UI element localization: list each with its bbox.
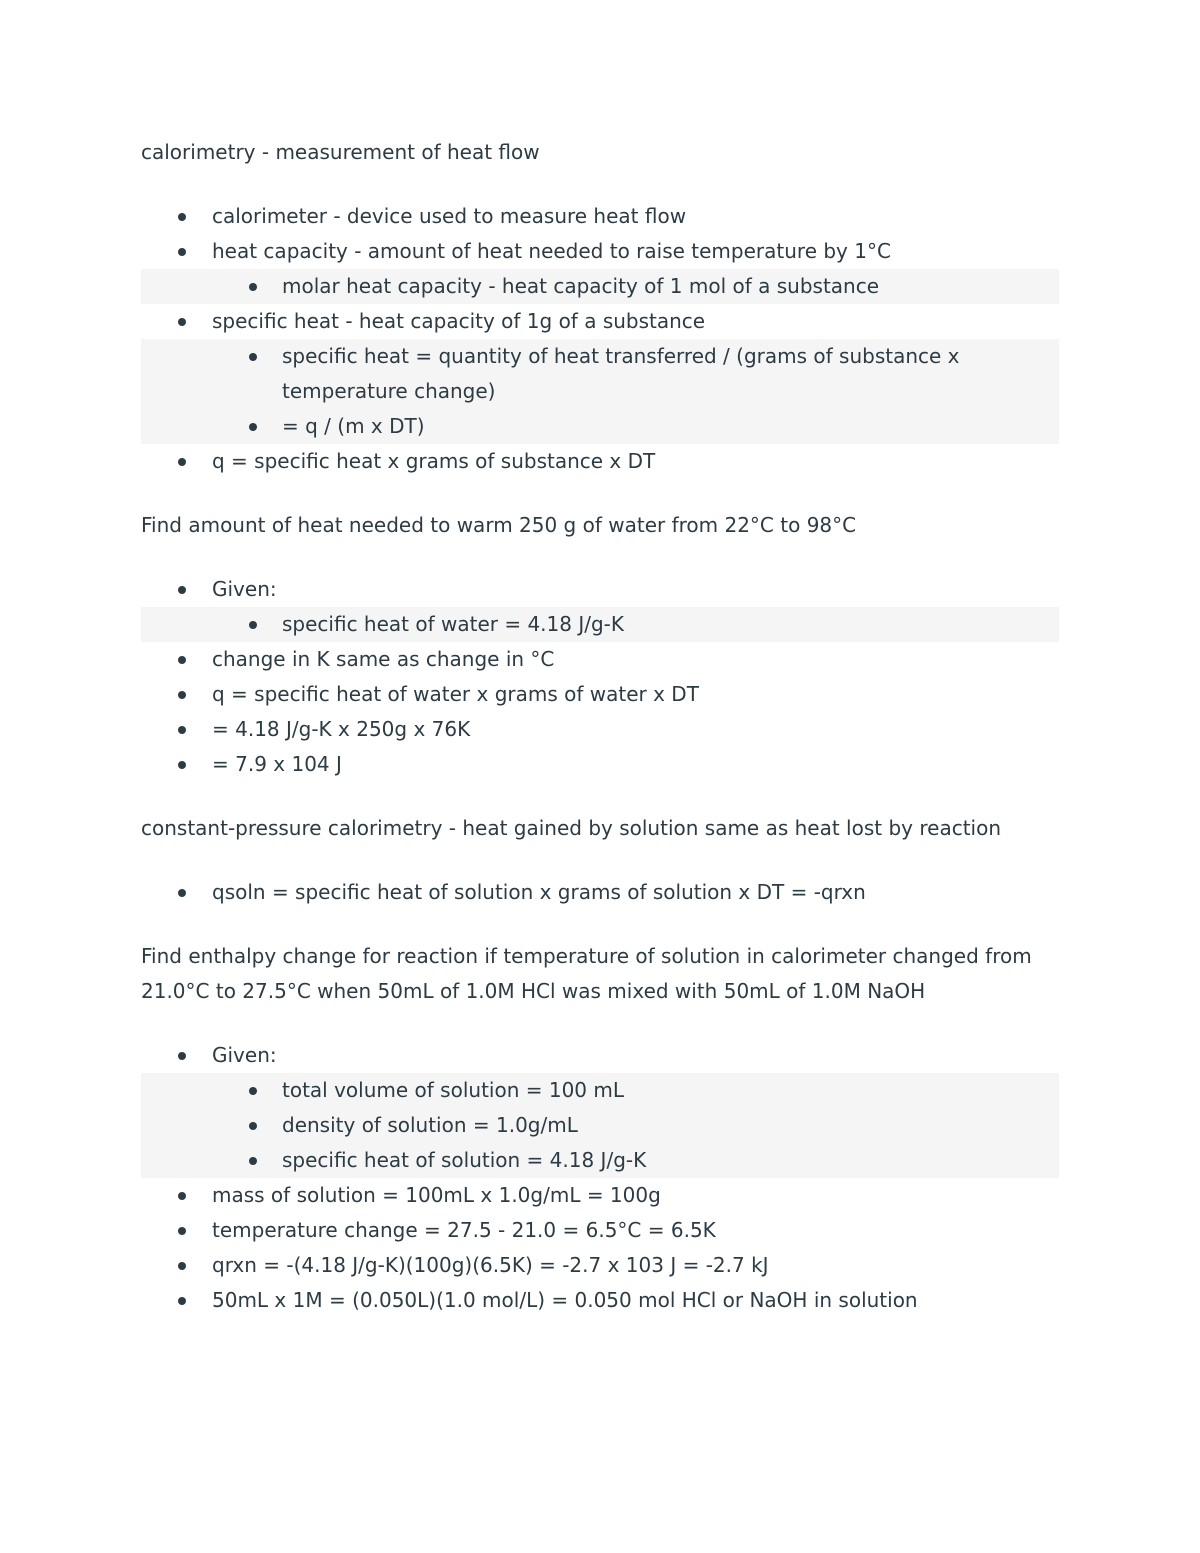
bullet-icon <box>178 889 186 897</box>
heading-constant-pressure: constant-pressure calorimetry - heat gained by solution same as heat lost by reaction <box>141 816 1002 840</box>
list-item: qsoln = specific heat of solution x grams of solution x DT = -qrxn <box>141 875 1059 910</box>
bullet-icon <box>178 726 186 734</box>
problem-enthalpy: Find enthalpy change for reaction if temperature of solution in calorimeter changed from 21.0°C to 27.5°C when 50mL of 1.0M HCl was mixed with 50mL of 1.0M NaOH <box>141 944 1032 1003</box>
list-item: = 7.9 x 104 J <box>141 747 1059 782</box>
bullet-icon <box>249 283 257 291</box>
sublist <box>141 1073 1059 1178</box>
list-item: = 4.18 J/g-K x 250g x 76K <box>141 712 1059 747</box>
problem-warm-water: Find amount of heat needed to warm 250 g of water from 22°C to 98°C <box>141 513 857 537</box>
bullet-icon <box>178 1052 186 1060</box>
sublist-item: molar heat capacity - heat capacity of 1 mol of a substance <box>282 269 1059 304</box>
list-item: temperature change = 27.5 - 21.0 = 6.5°C = 6.5K <box>141 1213 1059 1248</box>
bullet-icon <box>178 691 186 699</box>
bullet-icon <box>178 1192 186 1200</box>
list-qsoln <box>141 875 1059 910</box>
sublist-item: specific heat of solution = 4.18 J/g-K <box>282 1143 1059 1178</box>
list-item: q = specific heat x grams of substance x DT <box>141 444 1059 479</box>
list-item: 50mL x 1M = (0.050L)(1.0 mol/L) = 0.050 mol HCl or NaOH in solution <box>141 1283 1059 1318</box>
bullet-icon <box>178 318 186 326</box>
list-water-solution <box>141 572 1059 782</box>
sublist-item: specific heat = quantity of heat transferred / (grams of substance x temperature change) <box>282 339 1059 409</box>
list-item: specific heat - heat capacity of 1g of a substance specific heat = quantity of heat transferred / (grams of substance x temperature change) = q / (m x DT) <box>141 304 1059 444</box>
bullet-icon <box>178 1262 186 1270</box>
bullet-icon <box>249 1122 257 1130</box>
list-enthalpy-solution <box>141 1038 1059 1318</box>
bullet-icon <box>178 1297 186 1305</box>
bullet-icon <box>178 248 186 256</box>
bullet-icon <box>249 621 257 629</box>
list-item: change in K same as change in °C <box>141 642 1059 677</box>
sublist-item: density of solution = 1.0g/mL <box>282 1108 1059 1143</box>
list-item: Given: total volume of solution = 100 mL density of solution = 1.0g/mL specific heat of solution = 4.18 J/g-K <box>141 1038 1059 1178</box>
bullet-icon <box>249 1157 257 1165</box>
bullet-icon <box>249 353 257 361</box>
list-item: mass of solution = 100mL x 1.0g/mL = 100g <box>141 1178 1059 1213</box>
bullet-icon <box>178 656 186 664</box>
bullet-icon <box>178 213 186 221</box>
document-body <box>141 135 1059 1318</box>
list-calorimetry-terms <box>141 199 1059 479</box>
sublist-item: specific heat of water = 4.18 J/g-K <box>282 607 1059 642</box>
sublist <box>141 269 1059 304</box>
sublist <box>141 339 1059 444</box>
sublist <box>141 607 1059 642</box>
bullet-icon <box>249 1087 257 1095</box>
list-item: qrxn = -(4.18 J/g-K)(100g)(6.5K) = -2.7 x 103 J = -2.7 kJ <box>141 1248 1059 1283</box>
sublist-item: = q / (m x DT) <box>282 409 1059 444</box>
bullet-icon <box>178 458 186 466</box>
bullet-icon <box>178 586 186 594</box>
list-item: calorimeter - device used to measure heat flow <box>141 199 1059 234</box>
bullet-icon <box>249 423 257 431</box>
bullet-icon <box>178 1227 186 1235</box>
list-item: heat capacity - amount of heat needed to raise temperature by 1°C molar heat capacity - heat capacity of 1 mol of a substance <box>141 234 1059 304</box>
list-item: Given: specific heat of water = 4.18 J/g-K <box>141 572 1059 642</box>
sublist-item: total volume of solution = 100 mL <box>282 1073 1059 1108</box>
heading-calorimetry: calorimetry - measurement of heat flow <box>141 140 540 164</box>
bullet-icon <box>178 761 186 769</box>
list-item: q = specific heat of water x grams of water x DT <box>141 677 1059 712</box>
